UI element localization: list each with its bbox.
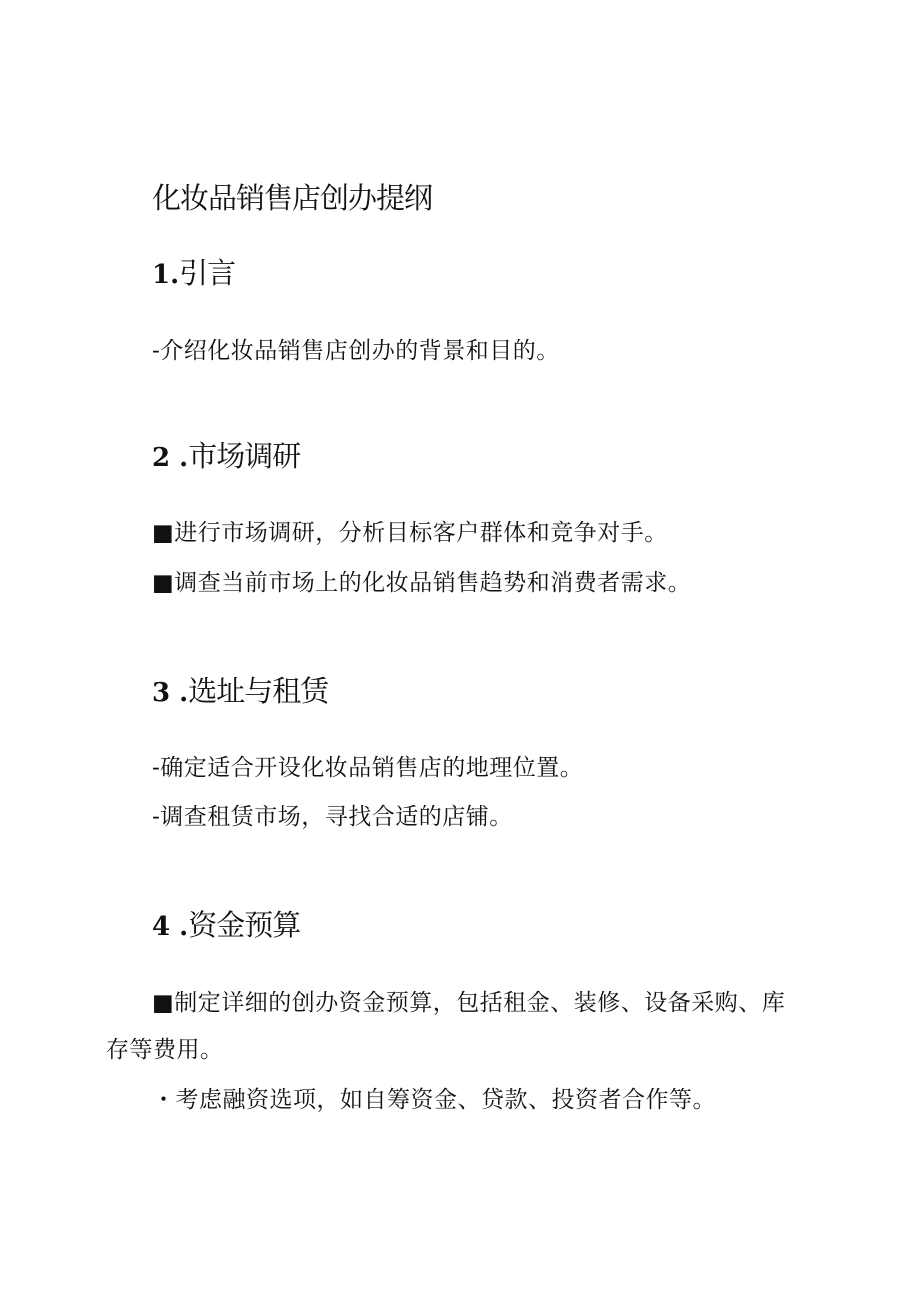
section-4-item-1-continued: 存等费用。 (106, 1037, 224, 1063)
document-title: 化妆品销售店创办提纲 (152, 181, 433, 215)
section-title-1: 引言 (179, 256, 236, 290)
section-number-1: 1. (152, 260, 180, 290)
section-heading-1 (152, 251, 235, 292)
section-1-item-1: -介绍化妆品销售店创办的背景和目的。 (152, 338, 560, 364)
section-4-item-2: ・考虑融资选项，如自筹资金、贷款、投资者合作等。 (152, 1087, 716, 1113)
section-title-2: 市场调研 (188, 439, 301, 473)
section-number-3: 3 . (152, 678, 189, 708)
section-3-item-1: -确定适合开设化妆品销售店的地理位置。 (152, 755, 584, 781)
section-number-2: 2 . (152, 443, 189, 473)
section-heading-3 (152, 669, 328, 710)
section-heading-2 (152, 434, 300, 475)
section-number-4: 4 . (152, 912, 189, 942)
section-4-item-1: ■制定详细的创办资金预算，包括租金、装修、设备采购、库 (152, 990, 786, 1016)
section-title-3: 选址与租赁 (188, 674, 329, 708)
section-2-item-1: ■进行市场调研，分析目标客户群体和竞争对手。 (152, 520, 668, 546)
section-heading-4 (152, 903, 300, 944)
section-2-item-2: ■调查当前市场上的化妆品销售趋势和消费者需求。 (152, 570, 692, 596)
section-3-item-2: -调查租赁市场，寻找合适的店铺。 (152, 804, 513, 830)
section-title-4: 资金预算 (188, 908, 301, 942)
